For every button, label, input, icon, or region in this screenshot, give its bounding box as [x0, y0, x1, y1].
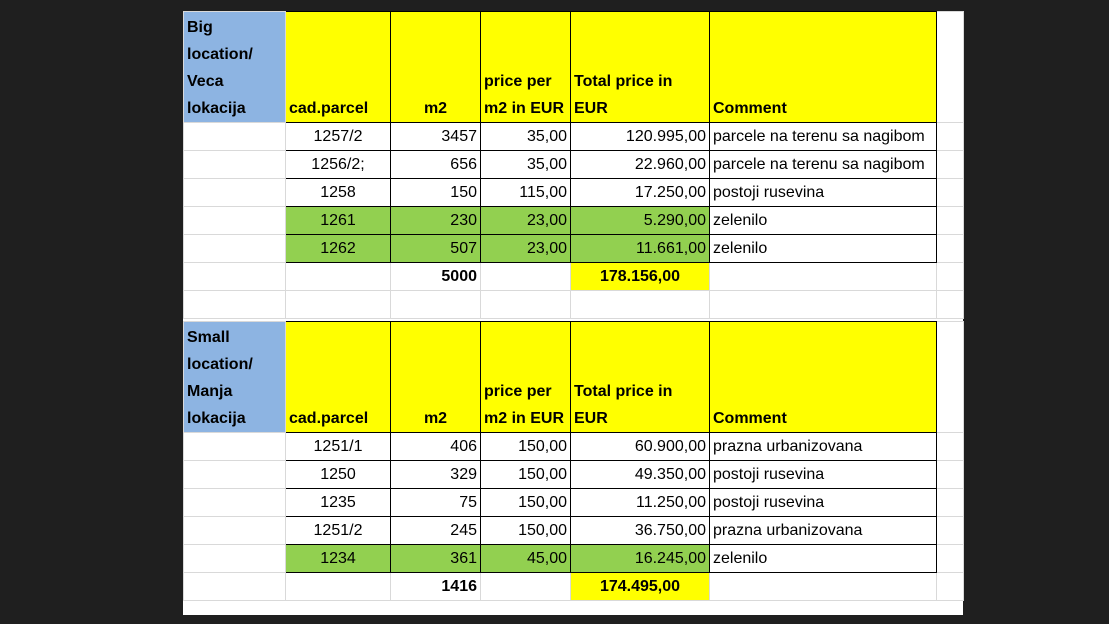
empty-cell[interactable] — [710, 573, 937, 601]
m2-cell[interactable]: 150 — [391, 179, 481, 207]
empty-cell[interactable] — [184, 291, 286, 319]
total-cell[interactable]: 17.250,00 — [571, 179, 710, 207]
parcel-cell[interactable]: 1258 — [286, 179, 391, 207]
comment-cell[interactable]: postoji rusevina — [710, 461, 937, 489]
empty-cell[interactable] — [937, 151, 964, 179]
parcel-cell[interactable]: 1251/2 — [286, 517, 391, 545]
price-cell[interactable]: 150,00 — [481, 489, 571, 517]
big-header-row — [184, 12, 964, 123]
empty-cell[interactable] — [286, 291, 391, 319]
table-row — [184, 235, 964, 263]
header-total-price[interactable]: Total price in EUR — [571, 12, 710, 123]
parcel-cell[interactable]: 1234 — [286, 545, 391, 573]
table-row — [184, 179, 964, 207]
comment-cell[interactable]: postoji rusevina — [710, 489, 937, 517]
header-cad-parcel[interactable]: cad.parcel — [286, 322, 391, 433]
empty-cell[interactable] — [937, 291, 964, 319]
table-row — [184, 123, 964, 151]
empty-cell[interactable] — [184, 545, 286, 573]
header-cad-parcel[interactable]: cad.parcel — [286, 12, 391, 123]
m2-cell[interactable]: 3457 — [391, 123, 481, 151]
parcel-cell[interactable]: 1256/2; — [286, 151, 391, 179]
empty-cell[interactable] — [937, 489, 964, 517]
empty-cell[interactable] — [710, 291, 937, 319]
empty-cell[interactable] — [937, 207, 964, 235]
empty-cell[interactable] — [937, 517, 964, 545]
empty-cell[interactable] — [481, 263, 571, 291]
price-cell[interactable]: 35,00 — [481, 123, 571, 151]
empty-cell[interactable] — [184, 263, 286, 291]
total-cell[interactable]: 36.750,00 — [571, 517, 710, 545]
empty-cell[interactable] — [481, 291, 571, 319]
header-price-per-m2[interactable]: price per m2 in EUR — [481, 322, 571, 433]
table-row — [184, 545, 964, 573]
table-row — [184, 151, 964, 179]
parcel-cell[interactable]: 1262 — [286, 235, 391, 263]
parcel-cell[interactable]: 1235 — [286, 489, 391, 517]
comment-cell[interactable]: postoji rusevina — [710, 179, 937, 207]
empty-cell[interactable] — [184, 573, 286, 601]
price-cell[interactable]: 45,00 — [481, 545, 571, 573]
empty-cell[interactable] — [184, 489, 286, 517]
big-location-table — [183, 11, 964, 319]
empty-cell[interactable] — [937, 235, 964, 263]
total-cell[interactable]: 22.960,00 — [571, 151, 710, 179]
total-cell[interactable]: 16.245,00 — [571, 545, 710, 573]
price-cell[interactable]: 115,00 — [481, 179, 571, 207]
m2-cell[interactable]: 656 — [391, 151, 481, 179]
empty-cell[interactable] — [184, 517, 286, 545]
header-m2[interactable]: m2 — [391, 12, 481, 123]
table-row — [184, 461, 964, 489]
empty-cell[interactable] — [937, 573, 964, 601]
parcel-cell[interactable]: 1250 — [286, 461, 391, 489]
empty-cell[interactable] — [184, 179, 286, 207]
comment-cell[interactable]: prazna urbanizovana — [710, 517, 937, 545]
small-location-table — [183, 321, 964, 601]
m2-cell[interactable]: 406 — [391, 433, 481, 461]
header-comment[interactable]: Comment — [710, 322, 937, 433]
small-total-row — [184, 573, 964, 601]
comment-cell[interactable]: zelenilo — [710, 545, 937, 573]
m2-cell[interactable]: 75 — [391, 489, 481, 517]
total-cell[interactable]: 60.900,00 — [571, 433, 710, 461]
spreadsheet — [183, 11, 963, 615]
total-cell[interactable]: 49.350,00 — [571, 461, 710, 489]
empty-cell[interactable] — [937, 263, 964, 291]
big-total-row — [184, 263, 964, 291]
m2-cell[interactable]: 361 — [391, 545, 481, 573]
table-row — [184, 433, 964, 461]
empty-cell[interactable] — [937, 179, 964, 207]
small-total-m2[interactable]: 1416 — [391, 573, 481, 601]
comment-cell[interactable]: zelenilo — [710, 235, 937, 263]
header-m2[interactable]: m2 — [391, 322, 481, 433]
empty-cell[interactable] — [184, 461, 286, 489]
total-cell[interactable]: 5.290,00 — [571, 207, 710, 235]
parcel-cell[interactable]: 1251/1 — [286, 433, 391, 461]
header-total-price[interactable]: Total price in EUR — [571, 322, 710, 433]
m2-cell[interactable]: 230 — [391, 207, 481, 235]
empty-cell[interactable] — [481, 573, 571, 601]
price-cell[interactable]: 150,00 — [481, 461, 571, 489]
m2-cell[interactable]: 507 — [391, 235, 481, 263]
empty-cell[interactable] — [937, 123, 964, 151]
header-price-per-m2[interactable]: price per m2 in EUR — [481, 12, 571, 123]
empty-cell[interactable] — [286, 573, 391, 601]
empty-cell[interactable] — [184, 207, 286, 235]
empty-cell[interactable] — [391, 291, 481, 319]
total-cell[interactable]: 11.250,00 — [571, 489, 710, 517]
total-cell[interactable]: 11.661,00 — [571, 235, 710, 263]
parcel-cell[interactable]: 1257/2 — [286, 123, 391, 151]
comment-cell[interactable]: parcele na terenu sa nagibom — [710, 123, 937, 151]
parcel-cell[interactable]: 1261 — [286, 207, 391, 235]
price-cell[interactable]: 35,00 — [481, 151, 571, 179]
empty-cell[interactable] — [286, 263, 391, 291]
price-cell[interactable]: 150,00 — [481, 517, 571, 545]
table-row — [184, 207, 964, 235]
m2-cell[interactable]: 329 — [391, 461, 481, 489]
blank-row — [184, 291, 964, 319]
comment-cell[interactable]: parcele na terenu sa nagibom — [710, 151, 937, 179]
comment-cell[interactable]: zelenilo — [710, 207, 937, 235]
small-total-price[interactable]: 174.495,00 — [571, 573, 710, 601]
small-location-label[interactable]: Small location/ Manja lokacija — [184, 322, 286, 433]
comment-cell[interactable]: prazna urbanizovana — [710, 433, 937, 461]
empty-cell[interactable] — [184, 123, 286, 151]
empty-cell[interactable] — [937, 545, 964, 573]
small-header-row — [184, 322, 964, 433]
empty-cell[interactable] — [184, 433, 286, 461]
big-total-price[interactable]: 178.156,00 — [571, 263, 710, 291]
empty-cell[interactable] — [937, 461, 964, 489]
big-total-m2[interactable]: 5000 — [391, 263, 481, 291]
total-cell[interactable]: 120.995,00 — [571, 123, 710, 151]
m2-cell[interactable]: 245 — [391, 517, 481, 545]
price-cell[interactable]: 23,00 — [481, 235, 571, 263]
price-cell[interactable]: 23,00 — [481, 207, 571, 235]
empty-cell[interactable] — [937, 12, 964, 123]
empty-cell[interactable] — [710, 263, 937, 291]
empty-cell[interactable] — [184, 235, 286, 263]
header-comment[interactable]: Comment — [710, 12, 937, 123]
table-row — [184, 517, 964, 545]
empty-cell[interactable] — [571, 291, 710, 319]
price-cell[interactable]: 150,00 — [481, 433, 571, 461]
empty-cell[interactable] — [937, 322, 964, 433]
empty-cell[interactable] — [184, 151, 286, 179]
table-row — [184, 489, 964, 517]
empty-cell[interactable] — [937, 433, 964, 461]
big-location-label[interactable]: Big location/ Veca lokacija — [184, 12, 286, 123]
